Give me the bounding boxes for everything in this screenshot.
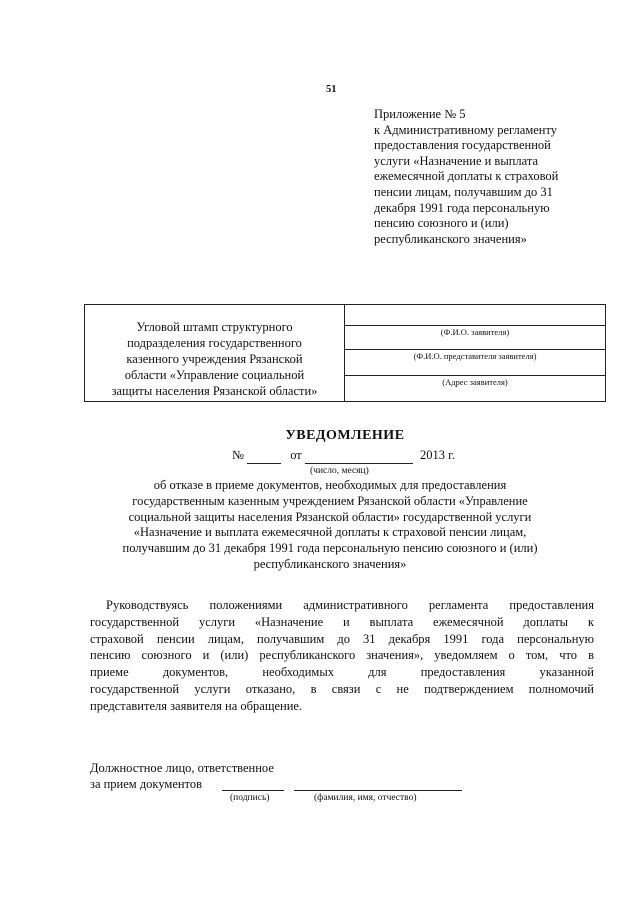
subject-line: республиканского значения» (253, 556, 407, 571)
body-line: представителя заявителя на обращение. (90, 698, 303, 713)
appendix-line: республиканского значения» (374, 231, 527, 246)
body-line: приеме документов, необходимых для предоставления указанной (90, 665, 594, 680)
appendix-line: пенсии лицам, получавшим до 31 (374, 184, 553, 199)
appendix-line: декабря 1991 года персональную (374, 200, 550, 215)
date-caption: (число, месяц) (310, 466, 369, 476)
subject-line: об отказе в приеме документов, необходимых для предоставления (153, 478, 507, 492)
date-blank (305, 448, 413, 464)
notice-number-line (232, 448, 455, 464)
notice-title: УВЕДОМЛЕНИЕ (285, 428, 405, 443)
applicant-address-caption: (Адрес заявителя) (442, 377, 508, 387)
from-label: от (290, 448, 302, 462)
body-line: пенсию союзного и (или) республиканского значения», уведомляем о том, что в (90, 648, 594, 663)
official-label-line2: за прием документов (90, 777, 203, 791)
subject-line: «Назначение и выплата ежемесячной доплаты к страховой пенсии лицам, (133, 525, 527, 540)
appendix-line: Приложение № 5 (374, 107, 466, 121)
applicant-name-caption: (Ф.И.О. заявителя) (440, 327, 510, 337)
stamp-line: защиты населения Рязанской области» (111, 384, 318, 398)
body-line: государственной услуги отказано, в связи с не подтверждением полномочий (90, 681, 594, 696)
field-divider (345, 375, 605, 376)
body-line: государственной услуги «Назначение и выплата ежемесячной доплаты к (90, 614, 594, 629)
appendix-line: пенсию союзного и (или) (374, 216, 509, 231)
subject-line: государственным казенным учреждением Рязанской области «Управление (132, 493, 528, 508)
stamp-line: подразделения государственного (127, 336, 302, 350)
body-line: Руководствуясь положениями административного регламента предоставления (106, 598, 594, 612)
stamp-line: области «Управление социальной (124, 368, 305, 382)
year-label: 2013 г. (420, 448, 455, 462)
stamp-line: Угловой штамп структурного (136, 320, 293, 334)
stamp-line: казенного учреждения Рязанской (126, 352, 303, 366)
stamp-table (84, 304, 606, 402)
name-caption: (фамилия, имя, отчество) (314, 793, 417, 803)
field-divider (345, 349, 605, 350)
applicant-info-cell (345, 305, 605, 401)
notice-body (90, 597, 594, 715)
name-line (294, 790, 462, 791)
appendix-header (374, 107, 614, 247)
corner-stamp-cell (85, 305, 345, 401)
official-label-line1: Должностное лицо, ответственное (90, 761, 274, 775)
signature-line (222, 790, 284, 791)
field-divider (345, 325, 605, 326)
body-line: страховой пенсии лицам, получавшим до 31 декабря 1991 года персональную (90, 631, 594, 646)
number-label: № (232, 448, 244, 462)
subject-line: социальной защиты населения Рязанской области» государственной услуги (128, 509, 532, 524)
page-number: 51 (326, 84, 337, 95)
notice-subject (80, 478, 580, 573)
appendix-line: услуги «Назначение и выплата (374, 153, 539, 168)
signature-caption: (подпись) (230, 793, 270, 803)
number-blank (247, 448, 281, 464)
appendix-line: ежемесячной доплаты к страховой (374, 169, 559, 184)
subject-line: получавшим до 31 декабря 1991 года персональную пенсию союзного и (или) (122, 541, 538, 556)
appendix-line: предоставления государственной (374, 138, 551, 153)
appendix-line: к Административному регламенту (374, 122, 558, 137)
representative-name-caption: (Ф.И.О. представителя заявителя) (413, 351, 537, 361)
